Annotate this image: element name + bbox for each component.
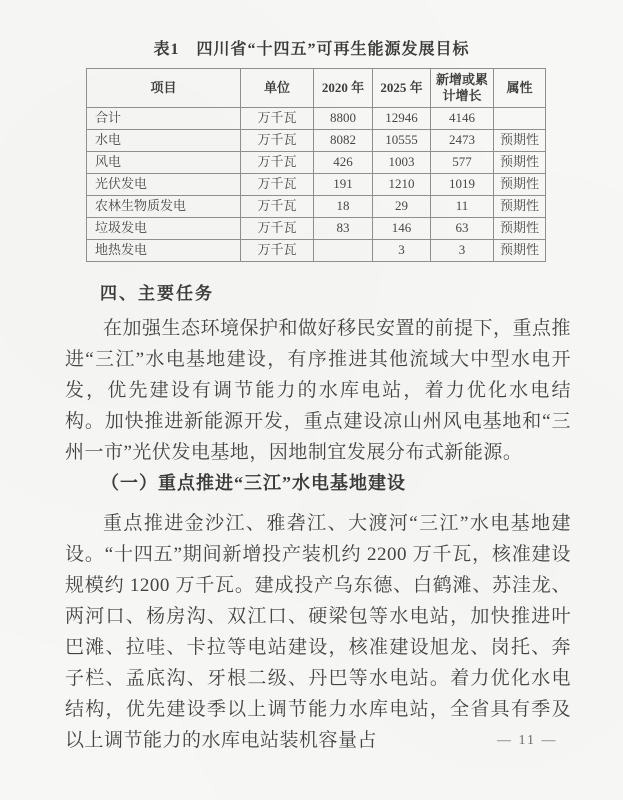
cell-item: 农林生物质发电 bbox=[87, 196, 241, 218]
cell-2020: 191 bbox=[314, 174, 373, 196]
cell-2020: 8082 bbox=[314, 130, 373, 152]
cell-attr: 预期性 bbox=[494, 240, 546, 262]
cell-unit: 万千瓦 bbox=[241, 130, 314, 152]
cell-2025: 1003 bbox=[373, 152, 431, 174]
header-unit: 单位 bbox=[241, 69, 314, 108]
cell-attr bbox=[494, 108, 546, 130]
cell-unit: 万千瓦 bbox=[241, 108, 314, 130]
cell-attr: 预期性 bbox=[494, 196, 546, 218]
cell-attr: 预期性 bbox=[494, 152, 546, 174]
cell-growth: 2473 bbox=[431, 130, 494, 152]
cell-item: 风电 bbox=[87, 152, 241, 174]
cell-unit: 万千瓦 bbox=[241, 174, 314, 196]
header-2025: 2025 年 bbox=[373, 69, 431, 108]
cell-2020 bbox=[314, 240, 373, 262]
renewable-energy-targets-table bbox=[86, 68, 546, 262]
cell-unit: 万千瓦 bbox=[241, 240, 314, 262]
cell-2025: 1210 bbox=[373, 174, 431, 196]
paragraph-overview: 在加强生态环境保护和做好移民安置的前提下，重点推进“三江”水电基地建设，有序推进其他流域大中型水电开发，优先建设有调节能力的水库电站，着力优化水电结构。加快推进新能源开发，重点建设凉山州风电基地和“三州一市”光伏发电基地，因地制宜发展分布式新能源。 bbox=[65, 318, 572, 463]
cell-2025: 29 bbox=[373, 196, 431, 218]
cell-2020: 18 bbox=[314, 196, 373, 218]
cell-2025: 146 bbox=[373, 218, 431, 240]
cell-item: 光伏发电 bbox=[87, 174, 241, 196]
table-caption: 表1 四川省“十四五”可再生能源发展目标 bbox=[153, 41, 470, 58]
cell-2020: 83 bbox=[314, 218, 373, 240]
cell-item: 垃圾发电 bbox=[87, 218, 241, 240]
cell-item: 合计 bbox=[87, 108, 241, 130]
cell-unit: 万千瓦 bbox=[241, 196, 314, 218]
cell-2025: 3 bbox=[373, 240, 431, 262]
cell-item: 地热发电 bbox=[87, 240, 241, 262]
cell-attr: 预期性 bbox=[494, 218, 546, 240]
table-row bbox=[87, 240, 546, 262]
cell-item: 水电 bbox=[87, 130, 241, 152]
table-row bbox=[87, 130, 546, 152]
section-heading: 四、主要任务 bbox=[100, 284, 214, 303]
table-row bbox=[87, 196, 546, 218]
page-number: — 11 — bbox=[497, 733, 558, 748]
paragraph-hydro-bases: 重点推进金沙江、雅砻江、大渡河“三江”水电基地建设。“十四五”期间新增投产装机约 2200 万千瓦，核准建设规模约 1200 万千瓦。建成投产乌东德、白鹤滩、苏洼龙、两河口、杨房沟、双江口、硬梁包等水电站，加快推进叶巴滩、拉哇、卡拉等电站建设，核准建设旭龙、岗托、奔子栏、孟底沟、牙根二级、丹巴等水电站。着力优化水电结构，优先建设季以上调节能力水库电站，全省具有季及以上调节能力的水库电站装机容量占 bbox=[65, 513, 571, 751]
cell-2020: 8800 bbox=[314, 108, 373, 130]
cell-growth: 4146 bbox=[431, 108, 494, 130]
cell-attr: 预期性 bbox=[494, 174, 546, 196]
cell-2025: 12946 bbox=[373, 108, 431, 130]
cell-unit: 万千瓦 bbox=[241, 152, 314, 174]
header-growth: 新增或累计增长 bbox=[431, 69, 494, 108]
table-row bbox=[87, 108, 546, 130]
table-row bbox=[87, 218, 546, 240]
cell-growth: 1019 bbox=[431, 174, 494, 196]
cell-attr: 预期性 bbox=[494, 130, 546, 152]
cell-growth: 11 bbox=[431, 196, 494, 218]
header-attr: 属性 bbox=[494, 69, 546, 108]
header-2020: 2020 年 bbox=[314, 69, 373, 108]
cell-growth: 577 bbox=[431, 152, 494, 174]
cell-growth: 63 bbox=[431, 218, 494, 240]
cell-2020: 426 bbox=[314, 152, 373, 174]
table-header-row bbox=[87, 69, 546, 108]
table-row bbox=[87, 174, 546, 196]
cell-growth: 3 bbox=[431, 240, 494, 262]
subsection-heading: （一）重点推进“三江”水电基地建设 bbox=[101, 473, 406, 493]
header-item: 项目 bbox=[87, 69, 241, 108]
cell-unit: 万千瓦 bbox=[241, 218, 314, 240]
cell-2025: 10555 bbox=[373, 130, 431, 152]
table-row bbox=[87, 152, 546, 174]
